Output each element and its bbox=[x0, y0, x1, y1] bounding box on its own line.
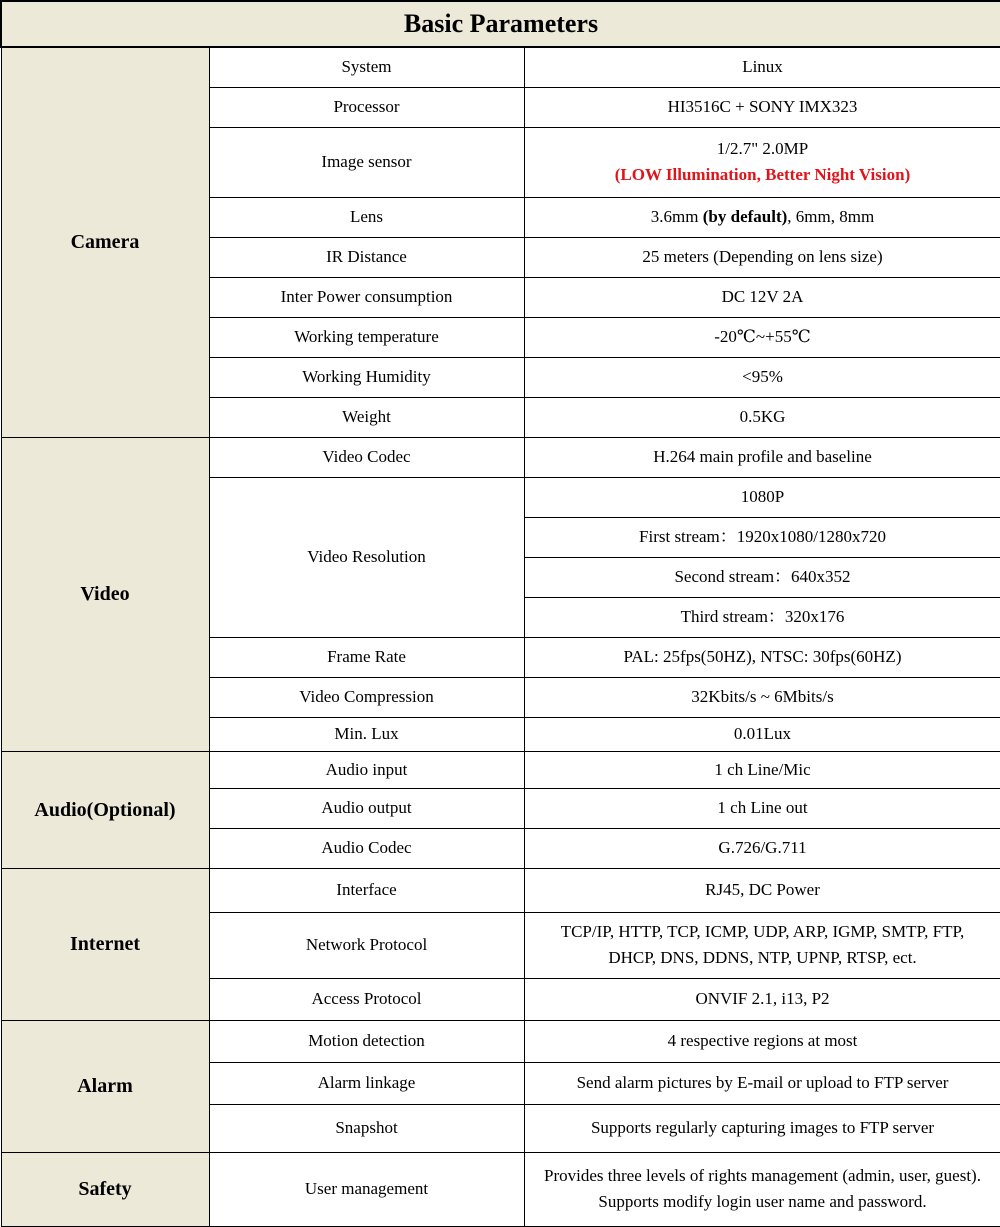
table-row bbox=[1, 751, 1000, 788]
table-row bbox=[1, 47, 1000, 87]
table-row bbox=[1, 1020, 1000, 1062]
param-min-lux: Min. Lux bbox=[209, 717, 524, 751]
param-system: System bbox=[209, 47, 524, 87]
value-humidity: <95% bbox=[524, 357, 1000, 397]
value-snapshot: Supports regularly capturing images to FTP server bbox=[524, 1104, 1000, 1152]
param-video-compression: Video Compression bbox=[209, 677, 524, 717]
param-humidity: Working Humidity bbox=[209, 357, 524, 397]
value-lens bbox=[524, 197, 1000, 237]
value-audio-output: 1 ch Line out bbox=[524, 788, 1000, 828]
table-row bbox=[1, 437, 1000, 477]
value-image-sensor bbox=[524, 127, 1000, 197]
value-temperature: -20℃~+55℃ bbox=[524, 317, 1000, 357]
value-user-management bbox=[524, 1152, 1000, 1226]
category-alarm: Alarm bbox=[1, 1020, 209, 1152]
param-access-protocol: Access Protocol bbox=[209, 978, 524, 1020]
category-internet: Internet bbox=[1, 868, 209, 1020]
table-row bbox=[1, 1152, 1000, 1226]
value-resolution-1080p: 1080P bbox=[524, 477, 1000, 517]
value-audio-input: 1 ch Line/Mic bbox=[524, 751, 1000, 788]
param-ir-distance: IR Distance bbox=[209, 237, 524, 277]
value-weight: 0.5KG bbox=[524, 397, 1000, 437]
param-weight: Weight bbox=[209, 397, 524, 437]
param-audio-codec: Audio Codec bbox=[209, 828, 524, 868]
value-resolution-first-stream: First stream：1920x1080/1280x720 bbox=[524, 517, 1000, 557]
param-interface: Interface bbox=[209, 868, 524, 912]
param-user-management: User management bbox=[209, 1152, 524, 1226]
value-motion-detection: 4 respective regions at most bbox=[524, 1020, 1000, 1062]
value-frame-rate: PAL: 25fps(50HZ), NTSC: 30fps(60HZ) bbox=[524, 637, 1000, 677]
value-video-codec: H.264 main profile and baseline bbox=[524, 437, 1000, 477]
value-system: Linux bbox=[524, 47, 1000, 87]
param-power: Inter Power consumption bbox=[209, 277, 524, 317]
param-lens: Lens bbox=[209, 197, 524, 237]
value-power: DC 12V 2A bbox=[524, 277, 1000, 317]
param-audio-input: Audio input bbox=[209, 751, 524, 788]
user-management-line-2: Supports modify login user name and password. bbox=[598, 1192, 927, 1211]
value-network-protocol bbox=[524, 912, 1000, 978]
value-min-lux: 0.01Lux bbox=[524, 717, 1000, 751]
value-interface: RJ45, DC Power bbox=[524, 868, 1000, 912]
param-image-sensor: Image sensor bbox=[209, 127, 524, 197]
param-snapshot: Snapshot bbox=[209, 1104, 524, 1152]
image-sensor-highlight: (LOW Illumination, Better Night Vision) bbox=[614, 165, 911, 184]
lens-default-note: (by default) bbox=[702, 207, 788, 226]
value-resolution-second-stream: Second stream：640x352 bbox=[524, 557, 1000, 597]
value-processor: HI3516C + SONY IMX323 bbox=[524, 87, 1000, 127]
network-protocol-line-2: DHCP, DNS, DDNS, NTP, UPNP, RTSP, ect. bbox=[608, 948, 917, 967]
lens-default-size: 3.6mm bbox=[650, 207, 703, 226]
table-row bbox=[1, 868, 1000, 912]
param-motion-detection: Motion detection bbox=[209, 1020, 524, 1062]
category-safety: Safety bbox=[1, 1152, 209, 1226]
value-access-protocol: ONVIF 2.1, i13, P2 bbox=[524, 978, 1000, 1020]
title-row bbox=[1, 1, 1000, 47]
param-audio-output: Audio output bbox=[209, 788, 524, 828]
param-video-resolution: Video Resolution bbox=[209, 477, 524, 637]
image-sensor-spec: 1/2.7" 2.0MP bbox=[716, 139, 809, 158]
table-title: Basic Parameters bbox=[1, 1, 1000, 47]
param-frame-rate: Frame Rate bbox=[209, 637, 524, 677]
value-alarm-linkage: Send alarm pictures by E-mail or upload to FTP server bbox=[524, 1062, 1000, 1104]
param-video-codec: Video Codec bbox=[209, 437, 524, 477]
category-camera: Camera bbox=[1, 47, 209, 437]
user-management-line-1: Provides three levels of rights management (admin, user, guest). bbox=[544, 1166, 981, 1185]
value-video-compression: 32Kbits/s ~ 6Mbits/s bbox=[524, 677, 1000, 717]
value-ir-distance: 25 meters (Depending on lens size) bbox=[524, 237, 1000, 277]
network-protocol-line-1: TCP/IP, HTTP, TCP, ICMP, UDP, ARP, IGMP, SMTP, FTP, bbox=[560, 922, 965, 941]
lens-other-sizes: , 6mm, 8mm bbox=[787, 207, 875, 226]
category-audio: Audio(Optional) bbox=[1, 751, 209, 868]
param-processor: Processor bbox=[209, 87, 524, 127]
param-temperature: Working temperature bbox=[209, 317, 524, 357]
param-network-protocol: Network Protocol bbox=[209, 912, 524, 978]
category-video: Video bbox=[1, 437, 209, 751]
value-resolution-third-stream: Third stream：320x176 bbox=[524, 597, 1000, 637]
value-audio-codec: G.726/G.711 bbox=[524, 828, 1000, 868]
param-alarm-linkage: Alarm linkage bbox=[209, 1062, 524, 1104]
